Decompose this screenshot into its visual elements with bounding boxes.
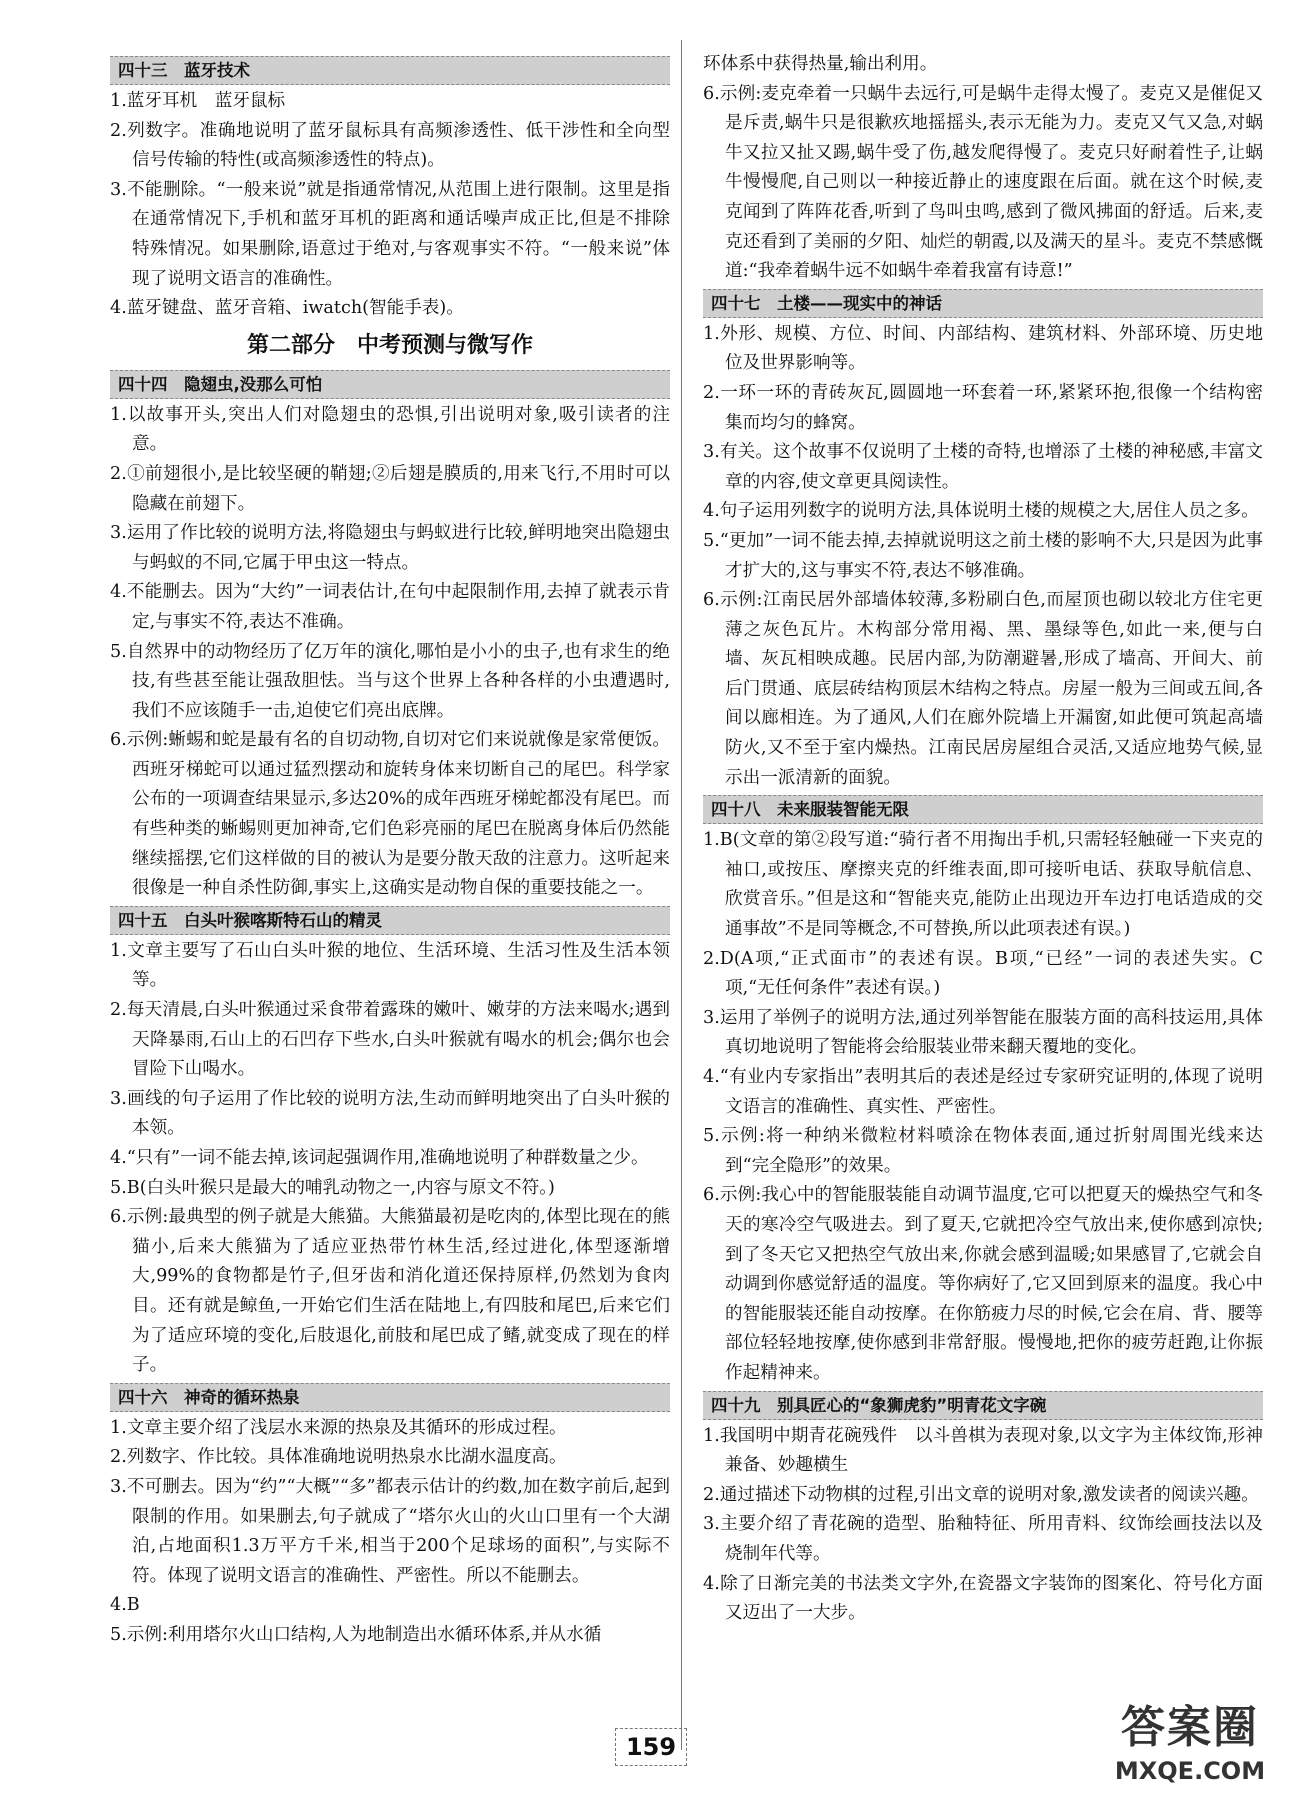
answer-item: 6.示例:蜥蜴和蛇是最有名的自切动物,自切对它们来说就像是家常便饭。西班牙梯蛇可以通过猛烈摆动和旋转身体来切断自己的尾巴。科学家公布的一项调查结果显示,多达20%的成年西班牙梯蛇都没有尾巴。而有些种类的蜥蜴则更加神奇,它们色彩亮丽的尾巴在脱离身体后仍然能继续摇摆,它们这样做的目的被认为是要分散天敌的注意力。这听起来很像是一种自杀性防御,事实上,这确实是动物自保的重要技能之一。 bbox=[110, 730, 670, 899]
answer-item: 4.句子运用列数字的说明方法,具体说明土楼的规模之大,居住人员之多。 bbox=[703, 501, 1259, 522]
answer-item: 6.示例:我心中的智能服装能自动调节温度,它可以把夏天的燥热空气和冬天的寒冷空气吸进去。到了夏天,它就把冷空气放出来,使你感到凉快;到了冬天它又把热空气放出来,你就会感到温暖;如果感冒了,它就会自动调到你感觉舒适的温度。等你病好了,它又回到原来的温度。我心中的智能服装还能自动按摩。在你筋疲力尽的时候,它会在肩、背、腰等部位轻轻地按摩,使你感到非常舒服。慢慢地,把你的疲劳赶跑,让你振作起精神来。 bbox=[703, 1185, 1263, 1383]
left-column bbox=[110, 54, 670, 1651]
part-title: 第二部分 中考预测与微写作 bbox=[246, 332, 533, 358]
answer-item: 3.有关。这个故事不仅说明了土楼的奇特,也增添了土楼的神秘感,丰富文章的内容,使文章更具阅读性。 bbox=[703, 442, 1263, 492]
answer-item: 5.“更加”一词不能去掉,去掉就说明这之前土楼的影响不大,只是因为此事才扩大的,这与事实不符,表达不够准确。 bbox=[703, 530, 1263, 581]
answer-item: 5.B(白头叶猴只是最大的哺乳动物之一,内容与原文不符。) bbox=[110, 1177, 555, 1198]
answer-item: 1.文章主要介绍了浅层水来源的热泉及其循环的形成过程。 bbox=[110, 1417, 567, 1438]
answer-item: 环体系中获得热量,输出利用。 bbox=[703, 54, 938, 74]
answer-item: 2.①前翅很小,是比较坚硬的鞘翅;②后翅是膜质的,用来飞行,不用时可以隐藏在前翅下。 bbox=[110, 463, 670, 514]
answer-item: 2.一环一环的青砖灰瓦,圆圆地一环套着一环,紧紧环抱,很像一个结构密集而均匀的蜂窝。 bbox=[703, 382, 1263, 433]
answer-item: 6.示例:江南民居外部墙体较薄,多粉刷白色,而屋顶也砌以较北方住宅更薄之灰色瓦片。木构部分常用褐、黑、墨绿等色,如此一来,便与白墙、灰瓦相映成趣。民居内部,为防潮避暑,形成了墙高、开间大、前后门贯通、底层砖结构顶层木结构之特点。房屋一般为三间或五间,各间以廊相连。为了通风,人们在廊外院墙上开漏窗,如此便可筑起高墙防火,又不至于室内燥热。江南民居房屋组合灵活,又适应地势气候,显示出一派清新的面貌。 bbox=[703, 590, 1263, 788]
answer-item: 3.不可删去。因为“约”“大概”“多”都表示估计的约数,加在数字前后,起到限制的作用。如果删去,句子就成了“塔尔火山的火山口里有一个大湖泊,占地面积1.3万平方千米,相当于200个足球场的面积”,与实际不符。体现了说明文语言的准确性、严密性。所以不能删去。 bbox=[110, 1476, 670, 1586]
answer-item: 5.示例:利用塔尔火山口结构,人为地制造出水循环体系,并从水循 bbox=[110, 1624, 602, 1645]
answer-item: 2.D(A项,“正式面市”的表述有误。B项,“已经”一词的表述失实。C项,“无任何条件”表述有误。) bbox=[703, 948, 1263, 999]
section-heading: 四十六 神奇的循环热泉 bbox=[110, 1383, 670, 1412]
answer-item: 5.自然界中的动物经历了亿万年的演化,哪怕是小小的虫子,也有求生的绝技,有些甚至能让强敌胆怯。当与这个世界上各种各样的小虫遭遇时,我们不应该随手一击,迫使它们亮出底牌。 bbox=[110, 641, 670, 721]
answer-item: 1.外形、规模、方位、时间、内部结构、建筑材料、外部环境、历史地位及世界影响等。 bbox=[703, 323, 1263, 374]
answer-item: 4.B bbox=[110, 1595, 140, 1616]
section-heading: 四十四 隐翅虫,没那么可怕 bbox=[110, 370, 670, 399]
answer-item: 3.画线的句子运用了作比较的说明方法,生动而鲜明地突出了白头叶猴的本领。 bbox=[110, 1088, 670, 1139]
section-heading: 四十七 土楼——现实中的神话 bbox=[703, 289, 1263, 318]
watermark-logo bbox=[1090, 1700, 1290, 1796]
answer-item: 6.示例:麦克牵着一只蜗牛去远行,可是蜗牛走得太慢了。麦克又是催促又是斥责,蜗牛只是很歉疚地摇摇头,表示无能为力。麦克又气又急,对蜗牛又拉又扯又踢,蜗牛受了伤,越发爬得慢了。麦克只好耐着性子,让蜗牛慢慢爬,自己则以一种接近静止的速度跟在后面。就在这个时候,麦克闻到了阵阵花香,听到了鸟叫虫鸣,感到了微风拂面的舒适。后来,麦克还看到了美丽的夕阳、灿烂的朝霞,以及满天的星斗。麦克不禁感慨道:“我牵着蜗牛远不如蜗牛牵着我富有诗意!” bbox=[703, 83, 1263, 282]
answer-item: 4.除了日渐完美的书法类文字外,在瓷器文字装饰的图案化、符号化方面又迈出了一大步。 bbox=[703, 1573, 1263, 1624]
watermark-url: MXQE.COM bbox=[1114, 1757, 1266, 1785]
answer-item: 1.以故事开头,突出人们对隐翅虫的恐惧,引出说明对象,吸引读者的注意。 bbox=[110, 404, 670, 455]
answer-item: 1.我国明中期青花碗残件 以斗兽棋为表现对象,以文字为主体纹饰,形神兼备、妙趣横生 bbox=[703, 1425, 1263, 1476]
answer-item: 1.B(文章的第②段写道:“骑行者不用掏出手机,只需轻轻触碰一下夹克的袖口,或按压、摩擦夹克的纤维表面,即可接听电话、获取导航信息、欣赏音乐。”但是这和“智能夹克,能防止出现边开车边打电话造成的交通事故”不是同等概念,不可替换,所以此项表述有误。) bbox=[703, 830, 1263, 940]
watermark-title: 答案圈 bbox=[1121, 1702, 1259, 1753]
section-heading: 四十九 别具匠心的“象狮虎豹”明青花文字碗 bbox=[703, 1391, 1263, 1420]
page-number: 159 bbox=[615, 1728, 687, 1766]
answer-item: 3.运用了举例子的说明方法,通过列举智能在服装方面的高科技运用,具体真切地说明了智能将会给服装业带来翻天覆地的变化。 bbox=[703, 1007, 1263, 1058]
answer-item: 4.蓝牙键盘、蓝牙音箱、iwatch(智能手表)。 bbox=[110, 298, 464, 319]
answer-item: 1.蓝牙耳机 蓝牙鼠标 bbox=[110, 91, 286, 111]
right-column bbox=[703, 50, 1263, 1629]
answer-item: 2.通过描述下动物棋的过程,引出文章的说明对象,激发读者的阅读兴趣。 bbox=[703, 1484, 1259, 1505]
answer-item: 4.“只有”一词不能去掉,该词起强调作用,准确地说明了种群数量之少。 bbox=[110, 1148, 649, 1168]
answer-item: 6.示例:最典型的例子就是大熊猫。大熊猫最初是吃肉的,体型比现在的熊猫小,后来大熊猫为了适应亚热带竹林生活,经过进化,体型逐渐增大,99%的食物都是竹子,但牙齿和消化道还保持原样,仍然划为食肉目。还有就是鲸鱼,一开始它们生活在陆地上,有四肢和尾巴,后来它们为了适应环境的变化,后肢退化,前肢和尾巴成了鳍,就变成了现在的样子。 bbox=[110, 1207, 670, 1376]
section-heading: 四十三 蓝牙技术 bbox=[110, 56, 670, 85]
answer-item: 5.示例:将一种纳米微粒材料喷涂在物体表面,通过折射周围光线来达到“完全隐形”的效果。 bbox=[703, 1126, 1263, 1176]
answer-item: 2.列数字、作比较。具体准确地说明热泉水比湖水温度高。 bbox=[110, 1447, 567, 1468]
column-divider bbox=[681, 40, 682, 1750]
section-heading: 四十八 未来服装智能无限 bbox=[703, 795, 1263, 824]
section-heading: 四十五 白头叶猴喀斯特石山的精灵 bbox=[110, 906, 670, 935]
answer-item: 4.不能删去。因为“大约”一词表估计,在句中起限制作用,去掉了就表示肯定,与事实不符,表达不准确。 bbox=[110, 582, 670, 632]
answer-item: 3.不能删除。“一般来说”就是指通常情况,从范围上进行限制。这里是指在通常情况下,手机和蓝牙耳机的距离和通话噪声成正比,但是不排除特殊情况。如果删除,语意过于绝对,与客观事实不符。“一般来说”体现了说明文语言的准确性。 bbox=[110, 179, 670, 289]
answer-item: 2.列数字。准确地说明了蓝牙鼠标具有高频渗透性、低干涉性和全向型信号传输的特性(或高频渗透性的特点)。 bbox=[110, 120, 670, 171]
answer-item: 2.每天清晨,白头叶猴通过采食带着露珠的嫩叶、嫩芽的方法来喝水;遇到天降暴雨,石山上的石凹存下些水,白头叶猴就有喝水的机会;偶尔也会冒险下山喝水。 bbox=[110, 1000, 670, 1080]
answer-item: 4.“有业内专家指出”表明其后的表述是经过专家研究证明的,体现了说明文语言的准确性、真实性、严密性。 bbox=[703, 1067, 1263, 1117]
answer-item: 3.主要介绍了青花碗的造型、胎釉特征、所用青料、纹饰绘画技法以及烧制年代等。 bbox=[703, 1514, 1263, 1564]
answer-item: 1.文章主要写了石山白头叶猴的地位、生活环境、生活习性及生活本领等。 bbox=[110, 940, 670, 991]
answer-item: 3.运用了作比较的说明方法,将隐翅虫与蚂蚁进行比较,鲜明地突出隐翅虫与蚂蚁的不同,它属于甲虫这一特点。 bbox=[110, 523, 670, 573]
